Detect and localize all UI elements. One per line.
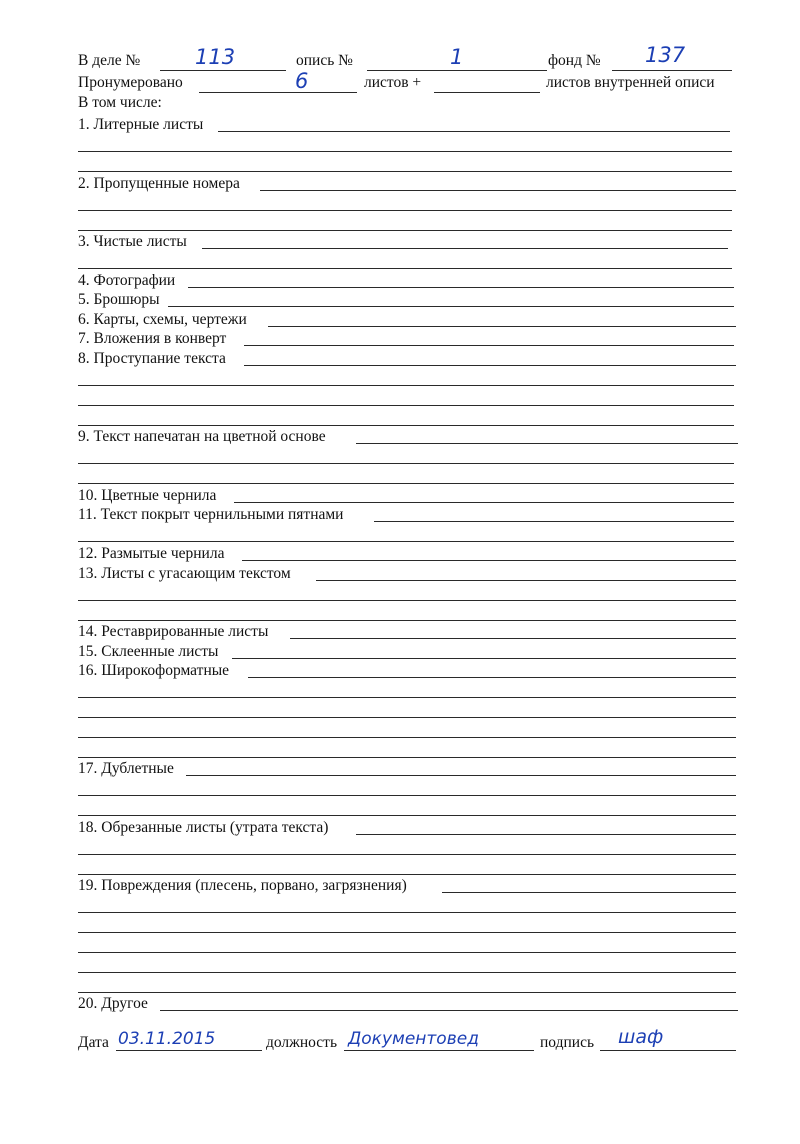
case-number-line: [160, 70, 286, 71]
case-number-label: В деле №: [78, 52, 141, 69]
fill-line: [78, 463, 734, 464]
numbered-handwritten: 6: [295, 69, 309, 93]
inventory-number-handwritten: 1: [450, 45, 464, 69]
fill-line: [316, 580, 736, 581]
position-handwritten: Документовед: [348, 1029, 479, 1049]
item-envelope-inserts: 7. Вложения в конверт: [78, 330, 227, 347]
fill-line: [78, 600, 736, 601]
item-duplicates: 17. Дублетные: [78, 760, 174, 777]
position-line: [344, 1050, 534, 1051]
fill-line: [78, 874, 736, 875]
internal-inventory-line: [434, 92, 540, 93]
fill-line: [78, 405, 734, 406]
including-label: В том числе:: [78, 94, 162, 111]
fill-line: [78, 151, 732, 152]
item-ink-stains: 11. Текст покрыт чернильными пятнами: [78, 506, 344, 523]
fill-line: [78, 737, 736, 738]
signature-line: [600, 1050, 736, 1051]
fill-line: [78, 230, 732, 231]
signature-label: подпись: [540, 1034, 595, 1051]
fill-line: [78, 757, 736, 758]
fill-line: [234, 502, 734, 503]
fill-line: [442, 892, 736, 893]
fund-number-handwritten: 137: [645, 43, 686, 67]
fill-line: [188, 287, 734, 288]
item-restored-sheets: 14. Реставрированные листы: [78, 623, 269, 640]
item-brochures: 5. Брошюры: [78, 291, 160, 308]
fund-number-line: [612, 70, 732, 71]
fill-line: [78, 268, 732, 269]
fill-line: [78, 795, 736, 796]
signature-handwritten: шаф: [618, 1026, 664, 1048]
fill-line: [374, 521, 734, 522]
internal-inventory-label: листов внутренней описи: [546, 74, 715, 91]
inventory-number-line: [367, 70, 547, 71]
fill-line: [78, 992, 736, 993]
item-smeared-ink: 12. Размытые чернила: [78, 545, 225, 562]
date-label: Дата: [78, 1034, 109, 1051]
fill-line: [244, 345, 734, 346]
fill-line: [186, 775, 736, 776]
fill-line: [78, 541, 734, 542]
fill-line: [78, 171, 732, 172]
fill-line: [78, 385, 734, 386]
fill-line: [248, 677, 736, 678]
fill-line: [78, 483, 734, 484]
item-other: 20. Другое: [78, 995, 148, 1012]
fill-line: [160, 1010, 738, 1011]
case-number-handwritten: 113: [195, 45, 236, 69]
item-blank-sheets: 3. Чистые листы: [78, 233, 187, 250]
fill-line: [244, 365, 736, 366]
item-damage: 19. Повреждения (плесень, порвано, загрязнения): [78, 877, 407, 894]
fill-line: [202, 248, 728, 249]
fill-line: [356, 834, 736, 835]
fill-line: [268, 326, 736, 327]
fill-line: [78, 425, 734, 426]
fill-line: [218, 131, 730, 132]
fill-line: [290, 638, 736, 639]
item-colored-ink: 10. Цветные чернила: [78, 487, 217, 504]
fill-line: [78, 912, 736, 913]
date-handwritten: 03.11.2015: [118, 1029, 216, 1049]
item-fading-text: 13. Листы с угасающим текстом: [78, 565, 291, 582]
fill-line: [260, 190, 736, 191]
fill-line: [242, 560, 736, 561]
item-colored-background: 9. Текст напечатан на цветной основе: [78, 428, 326, 445]
item-photographs: 4. Фотографии: [78, 272, 176, 289]
item-text-bleed: 8. Проступание текста: [78, 350, 226, 367]
item-wide-format: 16. Широкоформатные: [78, 662, 230, 679]
item-glued-sheets: 15. Склеенные листы: [78, 643, 219, 660]
date-line: [116, 1050, 262, 1051]
item-literal-sheets: 1. Литерные листы: [78, 116, 204, 133]
fill-line: [78, 697, 736, 698]
fill-line: [78, 210, 732, 211]
fill-line: [232, 658, 736, 659]
fill-line: [78, 972, 736, 973]
fill-line: [168, 306, 734, 307]
item-missing-numbers: 2. Пропущенные номера: [78, 175, 240, 192]
fund-number-label: фонд №: [548, 52, 601, 69]
inventory-number-label: опись №: [296, 52, 353, 69]
fill-line: [78, 932, 736, 933]
fill-line: [78, 854, 736, 855]
sheets-plus-label: листов +: [364, 74, 422, 91]
item-maps-drawings: 6. Карты, схемы, чертежи: [78, 311, 247, 328]
fill-line: [78, 815, 736, 816]
fill-line: [78, 717, 736, 718]
fill-line: [356, 443, 738, 444]
fill-line: [78, 620, 736, 621]
item-trimmed-sheets: 18. Обрезанные листы (утрата текста): [78, 819, 329, 836]
numbered-line: [199, 92, 357, 93]
position-label: должность: [266, 1034, 338, 1051]
numbered-label: Пронумеровано: [78, 74, 183, 91]
fill-line: [78, 952, 736, 953]
